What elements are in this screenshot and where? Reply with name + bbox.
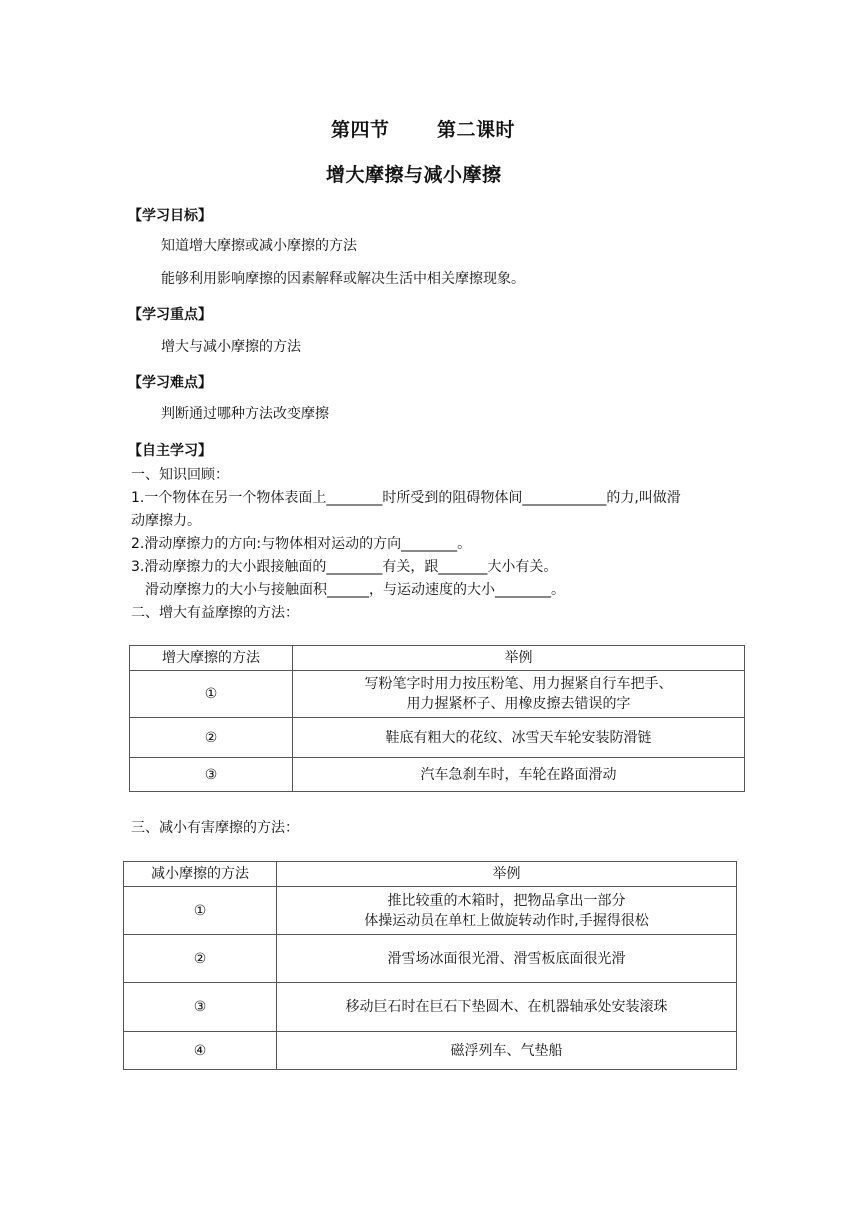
difficulties-heading: 【学习难点】 [128,375,212,391]
review-heading: 一、知识回顾： [131,467,229,483]
table-row [124,1032,737,1070]
table-header-cell: 增大摩擦的方法 [130,646,293,671]
example-line: 用力握紧杯子、用橡皮擦去错误的字 [406,696,631,712]
table-header-cell: 减小摩擦的方法 [124,862,277,887]
method-cell: ① [130,671,293,718]
example-cell: 移动巨石时在巨石下垫圆木、在机器轴承处安装滚珠 [277,983,737,1032]
example-cell [277,887,737,935]
example-line: 推比较重的木箱时，把物品拿出一部分 [387,892,626,909]
page-title: 增大摩擦与减小摩擦 [326,164,502,186]
example-line: 体操运动员在单杠上做旋转动作时,手握得很松 [364,912,649,929]
method-cell: ② [130,718,293,758]
table-row [130,718,745,758]
decrease-friction-table [123,861,737,1070]
method-cell: ④ [124,1032,277,1070]
example-cell: 汽车急刹车时，车轮在路面滑动 [293,758,745,792]
example-cell: 磁浮列车、气垫船 [277,1032,737,1070]
objective-item: 知道增大摩擦或减小摩擦的方法 [161,238,357,254]
table-header-cell: 举例 [277,862,737,887]
review-line: 3.滑动摩擦力的大小跟接触面的________有关，跟_______大小有关。 [131,559,558,575]
review-line: 滑动摩擦力的大小与接触面积______，与运动速度的大小________。 [145,582,565,598]
example-cell: 鞋底有粗大的花纹、冰雪天车轮安装防滑链 [293,718,745,758]
table-header-cell: 举例 [293,646,745,671]
method-cell: ③ [124,983,277,1032]
review-line: 动摩擦力。 [131,513,201,529]
example-cell: 滑雪场冰面很光滑、滑雪板底面很光滑 [277,935,737,983]
example-cell [293,671,745,718]
table-row [124,887,737,935]
increase-friction-table [129,645,745,792]
objective-item: 能够利用影响摩擦的因素解释或解决生活中相关摩擦现象。 [161,271,525,287]
decrease-heading: 三、减小有害摩擦的方法： [131,820,299,836]
table-header-row [130,646,745,671]
increase-heading: 二、增大有益摩擦的方法： [131,605,299,621]
difficulty-item: 判断通过哪种方法改变摩擦 [161,406,329,422]
lesson-label: 第二课时 [437,119,516,141]
self-study-heading: 【自主学习】 [128,443,212,459]
method-cell: ③ [130,758,293,792]
method-cell: ② [124,935,277,983]
table-row [124,935,737,983]
example-line: 写粉笔字时用力按压粉笔、用力握紧自行车把手、 [364,676,673,692]
table-row [130,671,745,718]
table-row [130,758,745,792]
key-point-item: 增大与减小摩擦的方法 [161,339,301,355]
key-points-heading: 【学习重点】 [128,307,212,323]
table-header-row [124,862,737,887]
table-row [124,983,737,1032]
review-line: 1.一个物体在另一个物体表面上________时所受到的阻碍物体间____________的力,叫做滑 [131,490,681,506]
review-line: 2.滑动摩擦力的方向:与物体相对运动的方向________。 [131,536,472,552]
section-label: 第四节 [331,119,390,141]
objectives-heading: 【学习目标】 [128,208,212,224]
method-cell: ① [124,887,277,935]
